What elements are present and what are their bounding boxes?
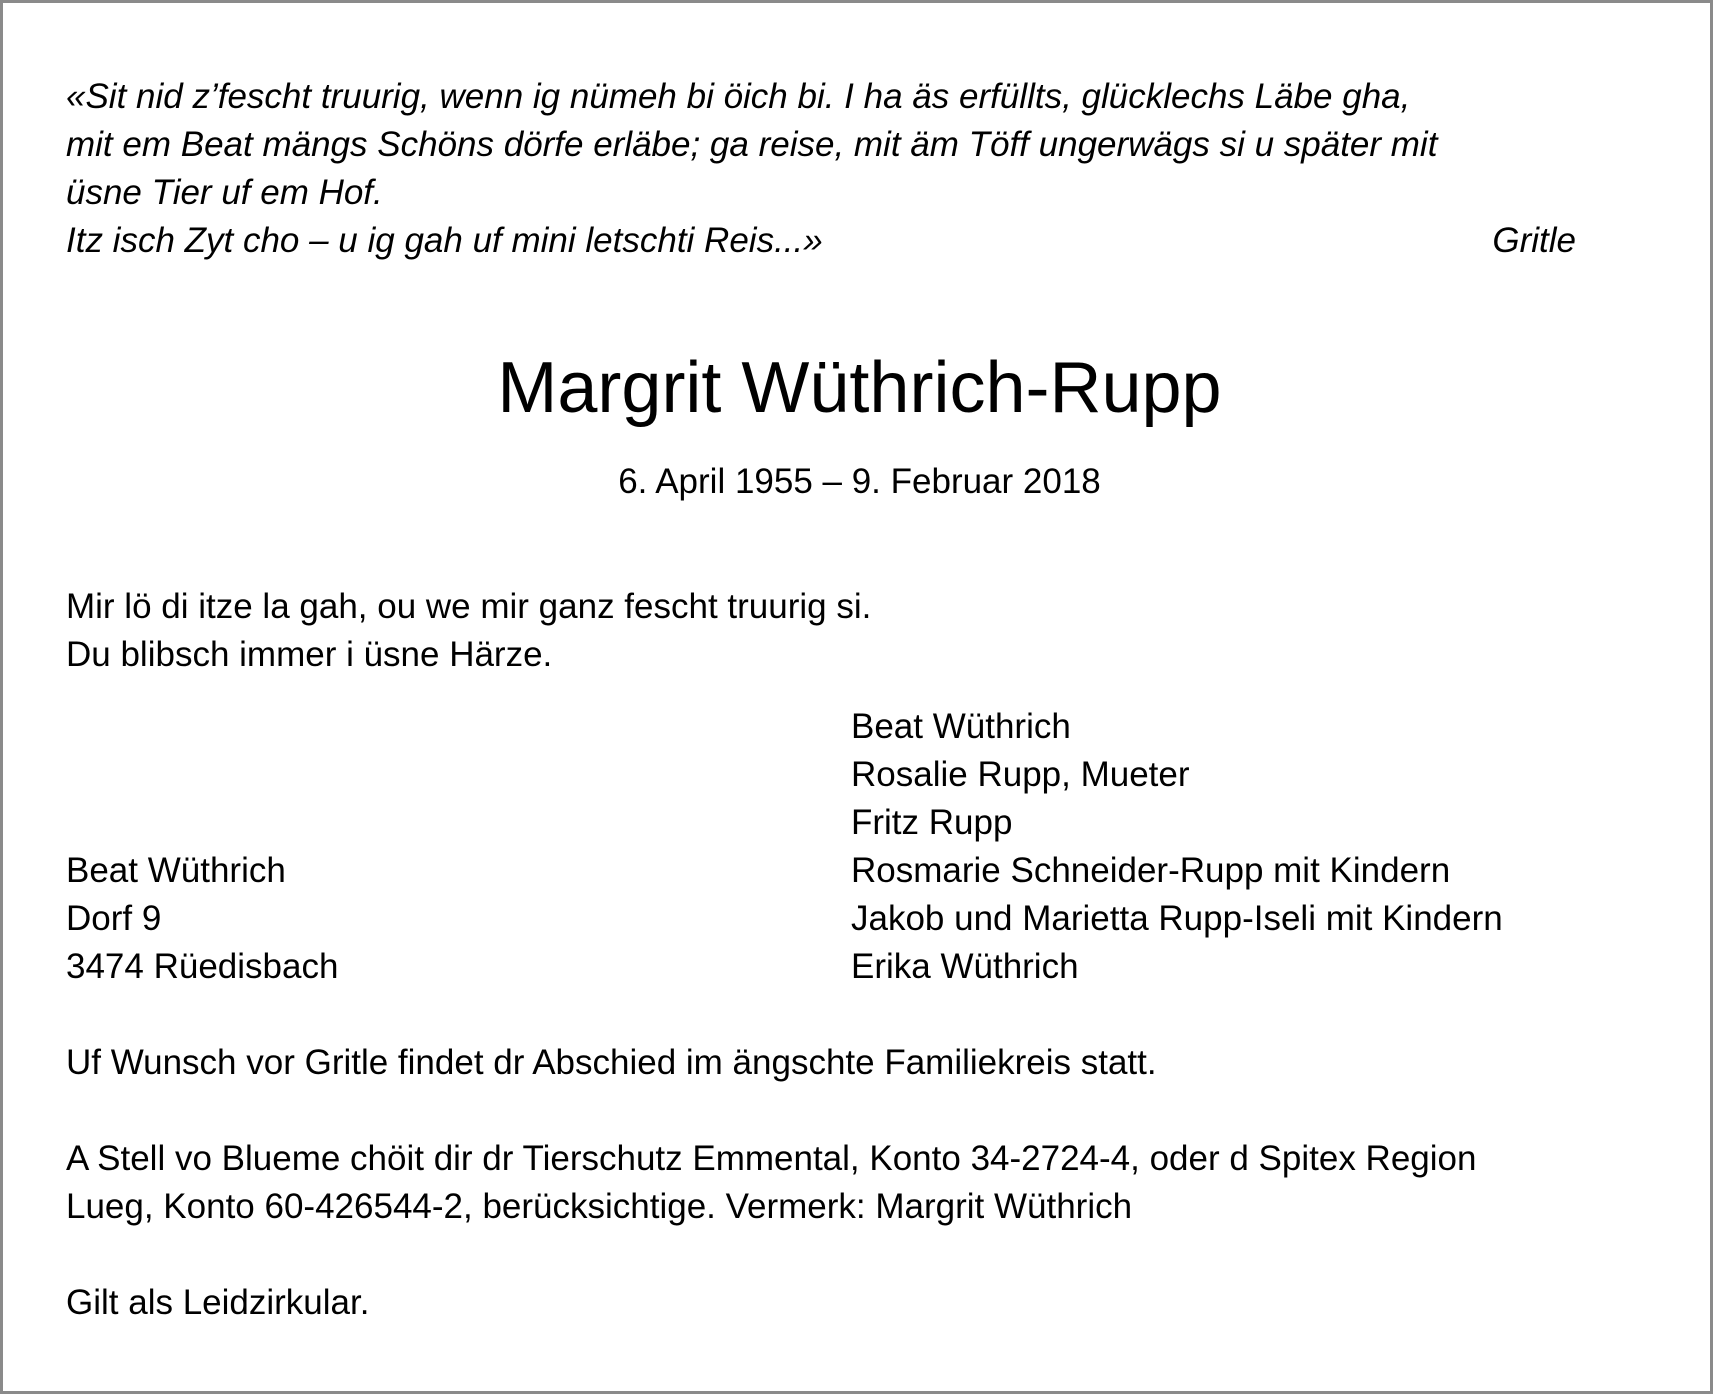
farewell-text: Uf Wunsch vor Gritle findet dr Abschied im ängschte Familiekreis statt. xyxy=(66,1043,1157,1082)
message-line: Mir lö di itze la gah, ou we mir ganz fescht truurig si. xyxy=(66,587,872,626)
address-line: Dorf 9 xyxy=(66,899,162,938)
mourner-name: Rosmarie Schneider-Rupp mit Kindern xyxy=(851,851,1451,890)
quote-line: «Sit nid z’fescht truurig, wenn ig nümeh bi öich bi. I ha äs erfüllts, glücklechs Läbe gha, xyxy=(66,77,1411,116)
mourners-list xyxy=(851,703,1503,991)
mourner-name: Beat Wüthrich xyxy=(851,707,1071,746)
address-block xyxy=(66,847,338,991)
donation-line: Lueg, Konto 60-426544-2, berücksichtige. Vermerk: Margrit Wüthrich xyxy=(66,1187,1133,1226)
quote-block xyxy=(66,73,1586,265)
mourner-name: Jakob und Marietta Rupp-Iseli mit Kindern xyxy=(851,899,1503,938)
message-block xyxy=(66,583,871,679)
circular-text: Gilt als Leidzirkular. xyxy=(66,1283,370,1322)
quote-signature: Gritle xyxy=(1492,221,1576,260)
donation-note xyxy=(66,1135,1476,1231)
quote-line: mit em Beat mängs Schöns dörfe erläbe; ga reise, mit äm Töff ungerwägs si u später mit xyxy=(66,125,1438,164)
farewell-note xyxy=(66,1039,1157,1087)
mourner-name: Erika Wüthrich xyxy=(851,947,1079,986)
donation-line: A Stell vo Blueme chöit dir dr Tierschutz Emmental, Konto 34-2724-4, oder d Spitex Region xyxy=(66,1139,1477,1178)
address-line: Beat Wüthrich xyxy=(66,851,286,890)
address-line: 3474 Rüedisbach xyxy=(66,947,339,986)
life-dates: 6. April 1955 – 9. Februar 2018 xyxy=(618,462,1101,501)
quote-last-row xyxy=(66,217,1576,265)
circular-note xyxy=(66,1279,369,1327)
mourner-name: Fritz Rupp xyxy=(851,803,1013,842)
mourner-name: Rosalie Rupp, Mueter xyxy=(851,755,1190,794)
quote-line: üsne Tier uf em Hof. xyxy=(66,173,383,212)
quote-line: Itz isch Zyt cho – u ig gah uf mini letschti Reis...» xyxy=(66,221,823,260)
deceased-name: Margrit Wüthrich-Rupp xyxy=(497,348,1222,428)
message-line: Du blibsch immer i üsne Härze. xyxy=(66,635,553,674)
